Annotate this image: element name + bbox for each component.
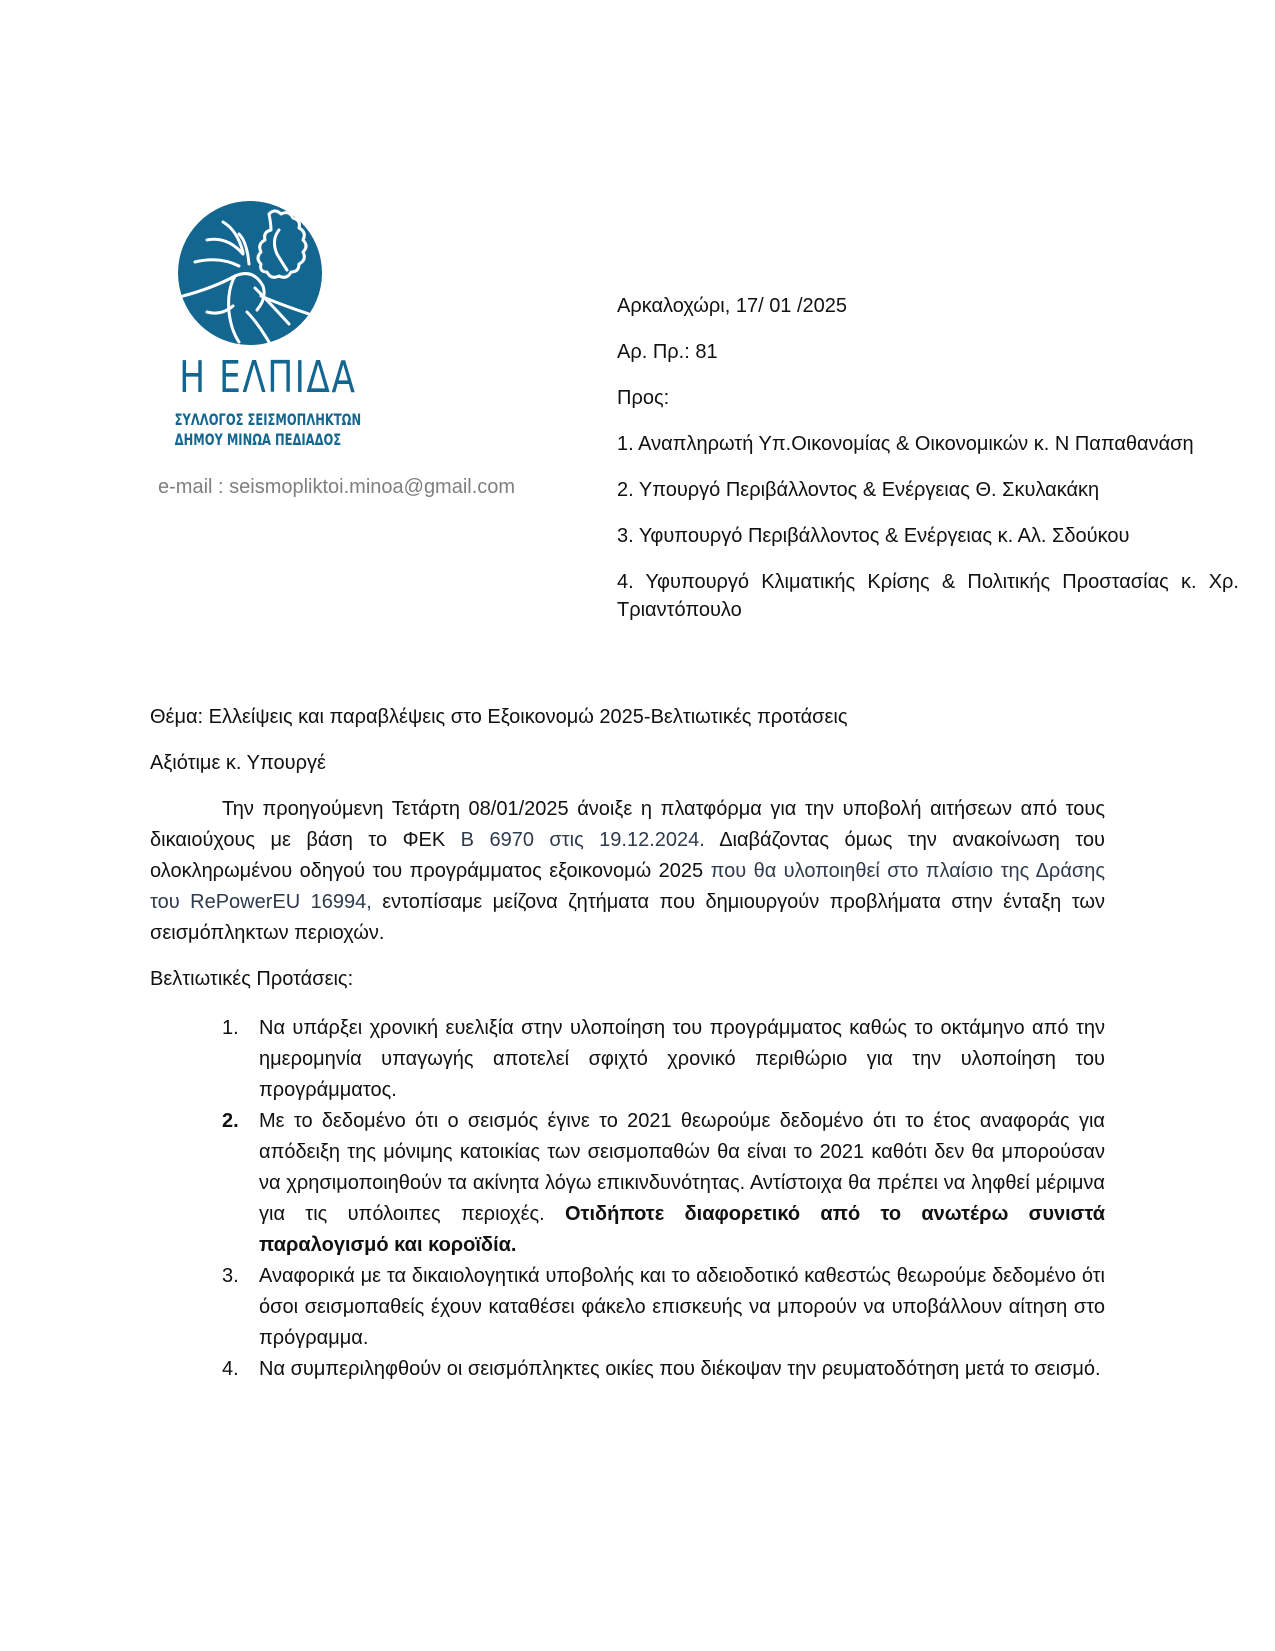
proposal-text: Να συμπεριληφθούν οι σεισμόπληκτες οικίες που διέκοψαν την ρευματοδότηση μετά το σεισμό. xyxy=(259,1358,1101,1380)
proposal-number: 4. xyxy=(222,1358,239,1380)
proposal-text: Να υπάρξει χρονική ευελιξία στην υλοποίηση του προγράμματος καθώς το οκτάμηνο από την ημερομηνία υπαγωγής αποτελεί σφιχτό χρονικό περιθώριο για την υλοποίηση του προγράμματος. xyxy=(259,1017,1105,1101)
daffodil-flower-icon xyxy=(177,200,323,346)
logo-subtitle-municipality: ΔΗΜΟΥ ΜΙΝΩΑ ΠΕΔΙΑΔΟΣ xyxy=(174,430,342,449)
recipient-item: 4. Υφυπουργό Κλιματικής Κρίσης & Πολιτικής Προστασίας κ. Χρ. Τριαντόπουλο xyxy=(617,571,1239,621)
proposals-list xyxy=(150,1013,1105,1385)
proposal-text: Αναφορικά με τα δικαιολογητικά υποβολής και το αδειοδοτικό καθεστώς θεωρούμε δεδομένο ότι όσοι σεισμοπαθείς έχουν καταθέσει φάκελο επισκευής να μπορούν να υποβάλλουν αίτηση στο πρόγραμμα. xyxy=(259,1265,1105,1349)
intro-text-part: Διαβάζοντας όμως την ανακοίνωση του ολοκληρωμένου οδηγού του προγράμματος εξοικονομώ 2025 xyxy=(150,829,1105,882)
contact-email: e-mail : seismopliktoi.minoa@gmail.com xyxy=(158,476,516,498)
intro-paragraph xyxy=(150,794,1105,949)
proposal-number: 2. xyxy=(222,1110,239,1132)
subject-line: Θέμα: Ελλείψεις και παραβλέψεις στο Εξοικονομώ 2025-Βελτιωτικές προτάσεις xyxy=(150,706,848,728)
proposal-text: Με το δεδομένο ότι ο σεισμός έγινε το 2021 θεωρούμε δεδομένο ότι το έτος αναφοράς για απόδειξη της μόνιμης κατοικίας των σεισμοπαθών θα είναι το 2021 καθότι δεν θα μπορούσαν να χρησιμοποιηθούν τα ακίνητα λόγω επικινδυνότητας. Αντίστοιχα θα πρέπει να ληφθεί μέριμνα για τις υπόλοιπες περιοχές. xyxy=(259,1110,1105,1225)
recipient-item: 3. Υφυπουργό Περιβάλλοντος & Ενέργειας κ. Αλ. Σδούκου xyxy=(617,525,1130,547)
proposal-item xyxy=(150,1106,1105,1261)
logo-title: Η ΕΛΠΙΔΑ xyxy=(179,352,357,403)
organization-logo xyxy=(155,198,362,458)
recipient-item: 1. Αναπληρωτή Υπ.Οικονομίας & Οικονομικών κ. Ν Παπαθανάση xyxy=(617,433,1194,455)
proposals-heading: Βελτιωτικές Προτάσεις: xyxy=(150,968,354,990)
repowereu-reference: που θα υλοποιηθεί στο πλαίσιο της Δράσης του RePowerEU 16994, xyxy=(150,860,1105,913)
intro-text-part: Την προηγούμενη Τετάρτη 08/01/2025 άνοιξε η πλατφόρμα για την υποβολή αιτήσεων από τους δικαιούχους με βάση το ΦΕΚ xyxy=(150,798,1105,851)
proposal-item xyxy=(150,1261,1105,1354)
recipients-block xyxy=(617,292,1239,642)
logo-subtitle-association: ΣΥΛΛΟΓΟΣ ΣΕΙΣΜΟΠΛΗΚΤΩΝ xyxy=(174,410,362,429)
proposal-item xyxy=(150,1354,1105,1385)
salutation: Αξιότιμε κ. Υπουργέ xyxy=(150,752,326,774)
proposal-emphasis: Οτιδήποτε διαφορετικό από το ανωτέρω συνιστά παραλογισμό και κοροϊδία. xyxy=(259,1203,1105,1256)
proposal-number: 3. xyxy=(222,1265,239,1287)
protocol-number: Αρ. Πρ.: 81 xyxy=(617,341,718,363)
intro-text-part: εντοπίσαμε μείζονα ζητήματα που δημιουργούν προβλήματα στην ένταξη των σεισμόπληκτων περιοχών. xyxy=(150,891,1105,944)
proposal-number: 1. xyxy=(222,1017,239,1039)
to-label: Προς: xyxy=(617,387,670,409)
proposal-item xyxy=(150,1013,1105,1106)
fek-reference: Β 6970 στις 19.12.2024. xyxy=(460,829,705,851)
letter-body xyxy=(150,702,1105,1385)
place-date: Αρκαλοχώρι, 17/ 01 /2025 xyxy=(617,295,848,317)
recipient-item: 2. Υπουργό Περιβάλλοντος & Ενέργειας Θ. Σκυλακάκη xyxy=(617,479,1100,501)
